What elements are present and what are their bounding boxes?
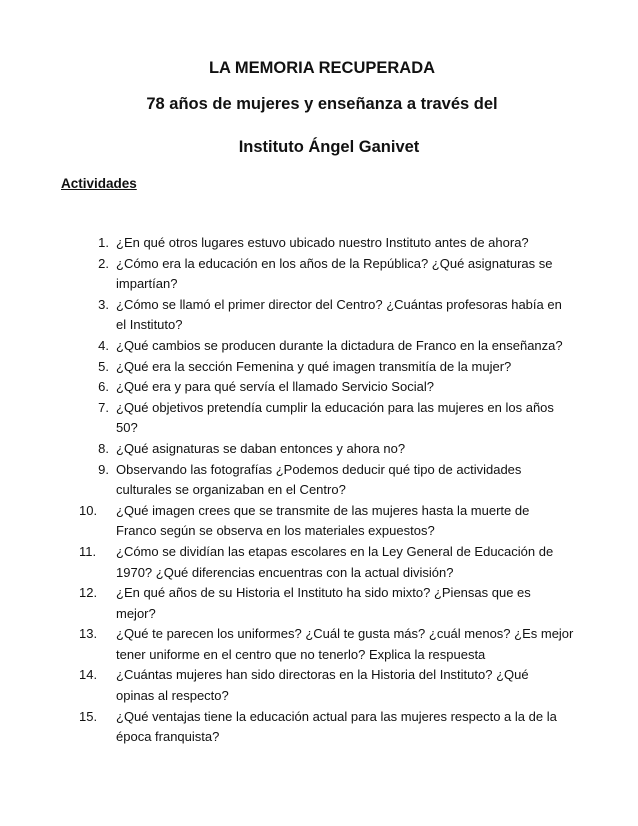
- question-text: ¿Cuántas mujeres han sido directoras en la Historia del Instituto? ¿Qué: [116, 667, 529, 683]
- question-number: 3.: [98, 296, 109, 312]
- question-text-continuation: culturales se organizaban en el Centro?: [116, 482, 346, 498]
- question-text-continuation: el Instituto?: [116, 317, 183, 333]
- title-line-3: Instituto Ángel Ganivet: [238, 138, 420, 156]
- question-item: [0, 707, 638, 748]
- question-text-continuation: 1970? ¿Qué diferencias encuentras con la actual división?: [116, 564, 454, 580]
- question-number: 14.: [79, 667, 98, 683]
- question-text: ¿Qué era la sección Femenina y qué imagen transmitía de la mujer?: [116, 358, 512, 374]
- question-number: 13.: [79, 626, 98, 642]
- question-text-continuation: mejor?: [116, 605, 156, 621]
- question-number: 11.: [79, 543, 97, 559]
- question-number: 7.: [98, 399, 109, 415]
- question-text-continuation: Franco según se observa en los materiales expuestos?: [116, 523, 435, 539]
- question-text-continuation: época franquista?: [116, 729, 220, 745]
- question-item: [0, 357, 638, 378]
- question-item: [0, 336, 638, 357]
- question-text: ¿Qué te parecen los uniformes? ¿Cuál te gusta más? ¿cuál menos? ¿Es mejor: [116, 626, 574, 642]
- question-text-continuation: tener uniforme en el centro que no tenerlo? Explica la respuesta: [116, 646, 486, 662]
- question-number: 2.: [98, 255, 109, 271]
- question-item: [0, 624, 638, 665]
- question-item: [0, 439, 638, 460]
- question-text: ¿Qué objetivos pretendía cumplir la educación para las mujeres en los años: [116, 399, 554, 415]
- question-number: 1.: [98, 235, 109, 250]
- question-text: Observando las fotografías ¿Podemos deducir qué tipo de actividades: [116, 461, 522, 477]
- question-item: [0, 542, 638, 583]
- question-item: [0, 501, 638, 542]
- question-number: 15.: [79, 708, 98, 724]
- question-text: ¿En qué años de su Historia el Instituto ha sido mixto? ¿Piensas que es: [116, 585, 531, 601]
- question-text: ¿Cómo se dividían las etapas escolares en la Ley General de Educación de: [116, 543, 554, 559]
- question-text-continuation: impartían?: [116, 276, 178, 292]
- question-text: ¿Cómo era la educación en los años de la República? ¿Qué asignaturas se: [116, 255, 553, 271]
- question-item: [0, 665, 638, 706]
- question-item: [0, 583, 638, 624]
- question-number: 9.: [98, 461, 109, 477]
- question-item: [0, 295, 638, 336]
- question-item: [0, 233, 638, 254]
- question-number: 10.: [79, 502, 98, 518]
- section-heading-activities: Actividades: [61, 176, 137, 191]
- question-text: ¿Qué era y para qué servía el llamado Servicio Social?: [116, 379, 434, 395]
- question-number: 4.: [98, 337, 109, 353]
- question-text-continuation: 50?: [116, 420, 138, 436]
- question-number: 5.: [98, 358, 109, 374]
- question-number: 12.: [79, 585, 98, 601]
- questions-list: [0, 233, 638, 748]
- question-text-continuation: opinas al respecto?: [116, 688, 229, 704]
- question-item: [0, 460, 638, 501]
- question-text: ¿Qué imagen crees que se transmite de las mujeres hasta la muerte de: [116, 502, 530, 518]
- question-text: ¿Qué cambios se producen durante la dictadura de Franco en la enseñanza?: [116, 337, 563, 353]
- title-line-1: LA MEMORIA RECUPERADA: [208, 59, 436, 77]
- question-text: ¿Qué ventajas tiene la educación actual para las mujeres respecto a la de la: [116, 708, 557, 724]
- question-item: [0, 254, 638, 295]
- title-line-2: 78 años de mujeres y enseñanza a través del: [146, 95, 498, 113]
- question-text: ¿En qué otros lugares estuvo ubicado nuestro Instituto antes de ahora?: [116, 235, 529, 250]
- question-text: ¿Qué asignaturas se daban entonces y ahora no?: [116, 440, 406, 456]
- question-number: 6.: [98, 379, 109, 395]
- question-item: [0, 398, 638, 439]
- question-number: 8.: [98, 440, 109, 456]
- question-item: [0, 377, 638, 398]
- question-text: ¿Cómo se llamó el primer director del Centro? ¿Cuántas profesoras había en: [116, 296, 562, 312]
